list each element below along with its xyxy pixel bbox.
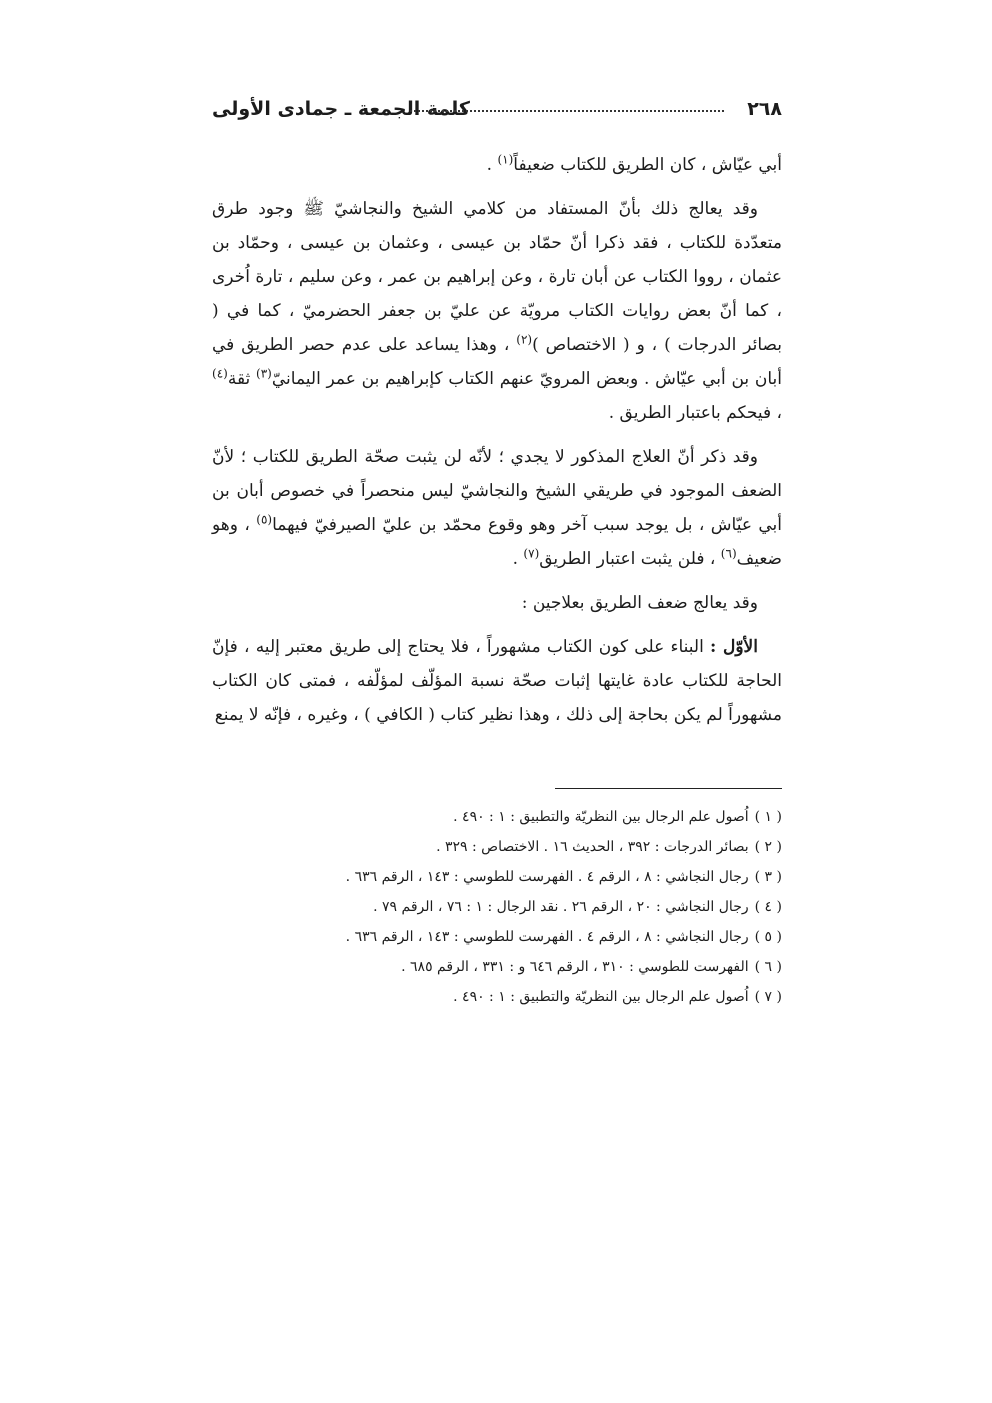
lead-term: الأوّل :	[710, 637, 758, 657]
text-run: وقد ذكر أنّ العلاج المذكور لا يجدي ؛ لأنّه لن يثبت صحّة الطريق للكتاب ؛ لأنّ الضعف الموجود في طريقي الشيخ والنجاشيّ ليس منحصراً في خصوص أبان بن أبي عيّاش ، بل يوجد سبب آخر وهو وقوع محمّد بن عليّ الصيرفيّ فيهما	[212, 447, 782, 535]
text-run: ثقة	[227, 369, 257, 389]
text-run: ، وهذا يساعد على عدم حصر الطريق في أبان بن أبي عيّاش . وبعض المرويّ عنهم الكتاب كإبراهيم بن عمر اليمانيّ	[212, 335, 782, 389]
footnote-text: رجال النجاشي : ٨ ، الرقم ٤ . الفهرست للطوسي : ١٤٣ ، الرقم ٦٣٦ .	[345, 929, 749, 945]
footnote-ref: (٣)	[256, 366, 272, 381]
footnote-text: رجال النجاشي : ٨ ، الرقم ٤ . الفهرست للطوسي : ١٤٣ ، الرقم ٦٣٦ .	[345, 869, 749, 885]
footnote-text: بصائر الدرجات : ٣٩٢ ، الحديث ١٦ . الاختصاص : ٣٢٩ .	[436, 839, 749, 855]
paragraph	[212, 630, 782, 732]
text-run: .	[486, 155, 498, 175]
footnote-ref: (٦)	[720, 546, 737, 561]
paragraph	[212, 148, 782, 182]
text-run: أبي عيّاش ، كان الطريق للكتاب ضعيفاً	[513, 155, 782, 175]
text-run: وقد يعالج ضعف الطريق بعلاجين :	[521, 593, 758, 613]
footnote-number: ( ٣ )	[754, 869, 782, 885]
footnote	[212, 922, 782, 952]
footnote-text: الفهرست للطوسي : ٣١٠ ، الرقم ٦٤٦ و : ٣٣١ ، الرقم ٦٨٥ .	[401, 959, 749, 975]
paragraph	[212, 586, 782, 620]
footnote	[212, 802, 782, 832]
text-run: البناء على كون الكتاب مشهوراً ، فلا يحتاج إلى طريق معتبر إليه ، فإنّ الحاجة للكتاب عادة غايتها إثبات صحّة نسبة المؤلّف لمؤلّفه ، فمتى كان الكتاب مشهوراً لم يكن بحاجة إلى ذلك ، وهذا نظير كتاب ( الكافي ) ، وغيره ، فإنّه لا يمنع	[212, 637, 782, 725]
main-text	[212, 148, 782, 742]
text-run: ، فلن يثبت اعتبار الطريق	[539, 549, 721, 569]
footnotes	[212, 802, 782, 1012]
footnote	[212, 832, 782, 862]
page-number: ٢٦٨	[747, 98, 782, 120]
footnote-ref: (٧)	[523, 546, 540, 561]
footnote-text: اُصول علم الرجال بين النظريّة والتطبيق : ١ : ٤٩٠ .	[453, 809, 749, 825]
footnote-number: ( ٢ )	[754, 839, 782, 855]
footnote-text: اُصول علم الرجال بين النظريّة والتطبيق : ١ : ٤٩٠ .	[453, 989, 749, 1005]
paragraph	[212, 192, 782, 430]
footnote-number: ( ٥ )	[754, 929, 782, 945]
footnote	[212, 952, 782, 982]
footnote-separator	[555, 788, 782, 789]
footnote-text: رجال النجاشي : ٢٠ ، الرقم ٢٦ . نقد الرجال : ١ : ٧٦ ، الرقم ٧٩ .	[373, 899, 749, 915]
text-run: ، وهو ضعيف	[212, 515, 782, 569]
footnote-ref: (٥)	[256, 512, 273, 527]
paragraph	[212, 440, 782, 576]
page-header	[212, 92, 782, 132]
text-run: وقد يعالج ذلك بأنّ المستفاد من كلامي الشيخ والنجاشيّ ﷺ وجود طرق متعدّدة للكتاب ، فقد ذكرا أنّ حمّاد بن عيسى ، وعثمان بن عيسى ، وحمّاد بن عثمان ، رووا الكتاب عن أبان تارة ، وعن إبراهيم بن عمر ، وعن سليم ، تارة اُخرى ، كما أنّ بعض روايات الكتاب مرويّة عن عليّ بن جعفر الحضرميّ ، كما في ( بصائر الدرجات ) ، و ( الاختصاص )	[212, 199, 782, 355]
footnote-number: ( ٦ )	[754, 959, 782, 975]
footnote-ref: (١)	[497, 152, 514, 167]
footnote-number: ( ١ )	[754, 809, 782, 825]
footnote-ref: (٤)	[212, 366, 228, 381]
running-title: كلمة الجمعة ـ جمادى الأولى	[212, 98, 470, 120]
footnote	[212, 862, 782, 892]
footnote-ref: (٢)	[516, 332, 533, 347]
text-run: ، فيحكم باعتبار الطريق .	[608, 403, 782, 423]
footnote-number: ( ٤ )	[754, 899, 782, 915]
footnote	[212, 892, 782, 922]
footnote	[212, 982, 782, 1012]
header-dotted-leader	[410, 110, 724, 112]
footnote-number: ( ٧ )	[754, 989, 782, 1005]
text-run: .	[512, 549, 524, 569]
